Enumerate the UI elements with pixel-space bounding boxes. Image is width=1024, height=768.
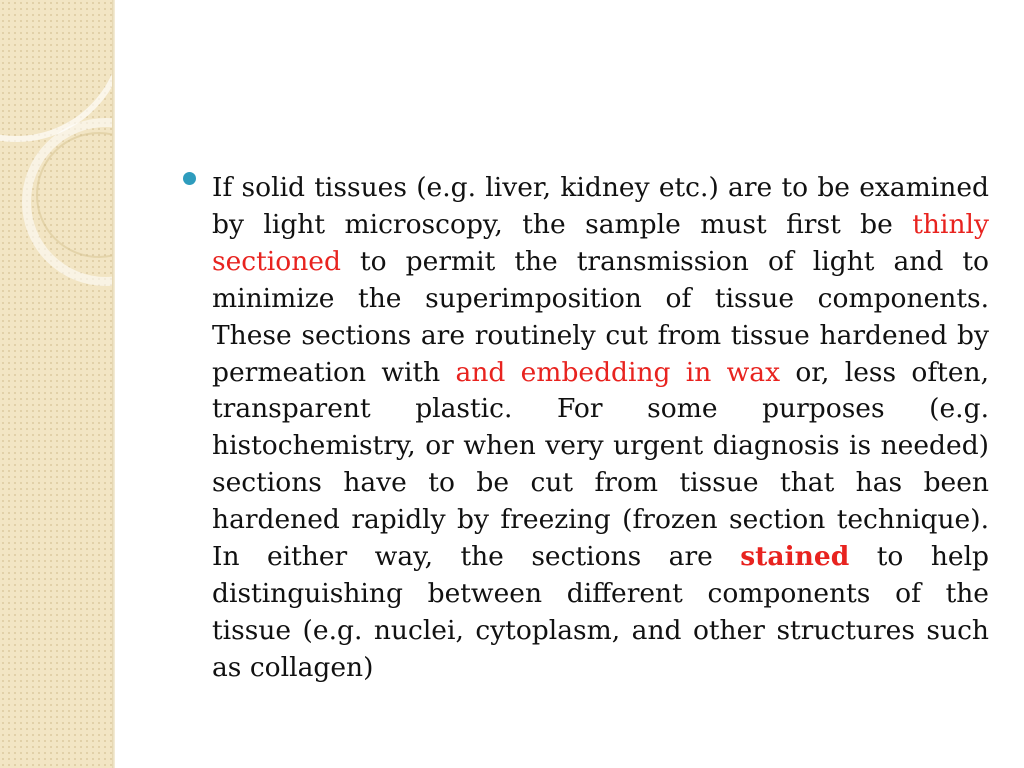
- side-panel-edge: [112, 0, 115, 768]
- decorative-side-panel: [0, 0, 112, 768]
- highlight-embedding-in-wax: and embedding in wax: [455, 356, 781, 388]
- bullet-icon: [183, 172, 196, 185]
- paragraph-text-2: to permit the transmission of light and to minimize the superimposition of tissue components. These sections are routinely cut from tissue hardened by permeation with: [212, 245, 989, 388]
- bullet-paragraph: [212, 170, 989, 687]
- paragraph-text-4: to help distinguishing between different components of the tissue (e.g. nuclei, cytoplasm, and other structures such as collagen): [212, 541, 990, 683]
- paragraph-text-1: If solid tissues (e.g. liver, kidney etc.) are to be examined by light microscopy, the sample must first be: [212, 172, 989, 240]
- highlight-thinly-sectioned: thinly sectioned: [212, 208, 989, 277]
- highlight-stained: stained: [740, 541, 850, 573]
- paragraph-text-3: or, less often, transparent plastic. For some purposes (e.g. histochemistry, or when very urgent diagnosis is needed) sections have to be cut from tissue that has been hardened rapidly by freezing (frozen section technique). In either way, the sections are: [212, 356, 989, 573]
